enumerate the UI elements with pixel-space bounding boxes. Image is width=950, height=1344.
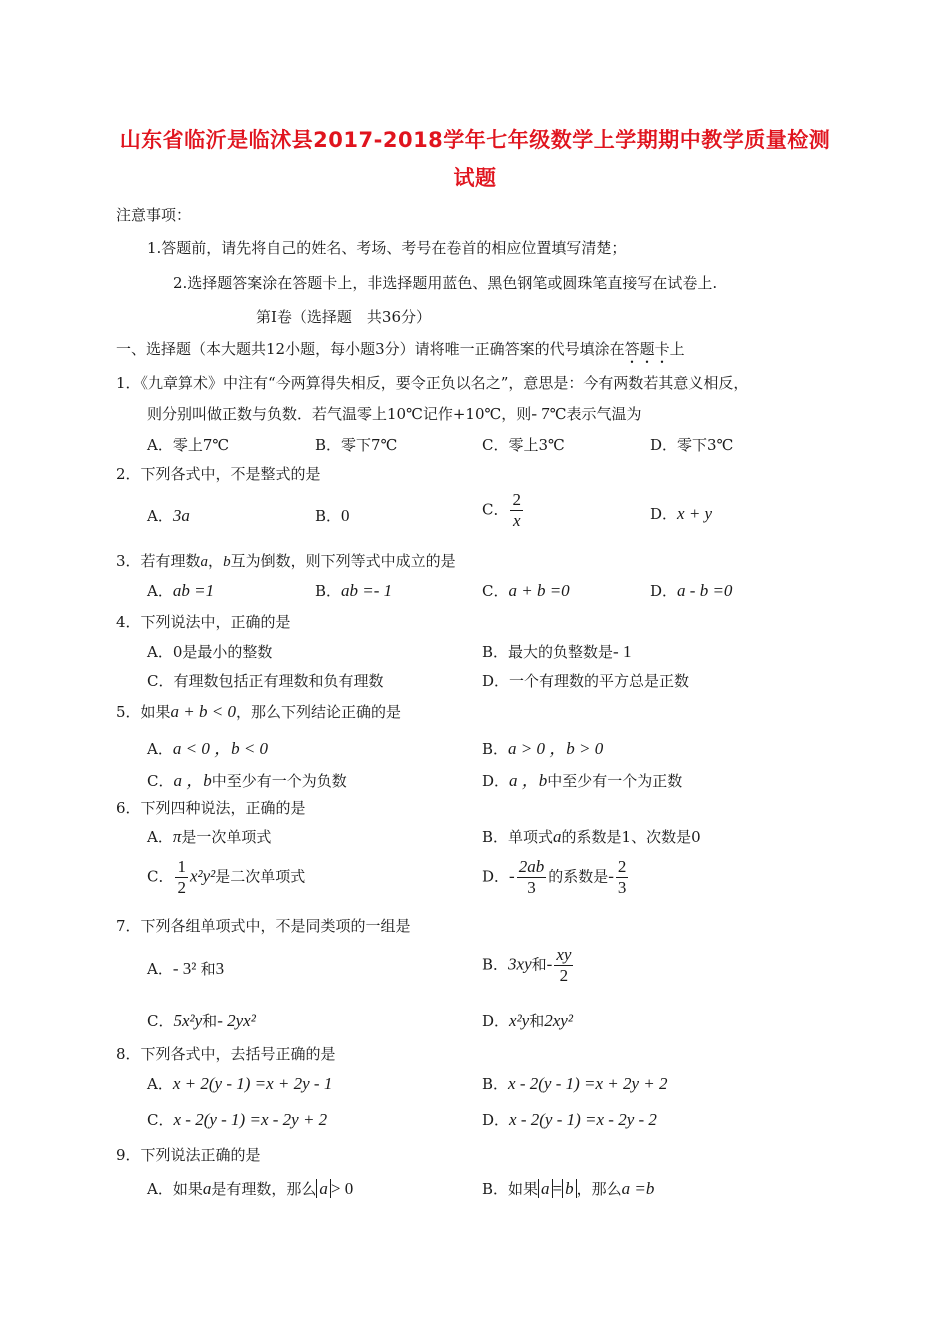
q8-option-b-expr: x - 2(y - 1) =x + 2y + 2	[508, 1074, 668, 1093]
q3-option-c	[482, 580, 570, 601]
q7-option-b-neg: -	[546, 954, 553, 974]
q7-option-c	[147, 1010, 256, 1031]
q6-option-d-fraction2	[616, 857, 629, 898]
q6-option-c-numerator: 1	[177, 857, 186, 876]
q9-option-a-label: A．如果	[147, 1180, 203, 1198]
q2-option-c-numerator: 2	[512, 490, 521, 509]
q5-option-c-label: C．	[147, 772, 174, 790]
q5-option-b	[482, 734, 603, 759]
q7-option-d-and: 和	[529, 1012, 545, 1030]
notice-item-1: 1.答题前，请先将自己的姓名、考场、考号在卷首的相应位置填写清楚；	[147, 239, 627, 257]
q6-option-d-denominator2: 3	[617, 878, 627, 897]
q7-option-b-fraction	[554, 945, 573, 986]
q3-option-d-label: D．	[650, 582, 678, 600]
q2-option-c-label: C．	[482, 500, 509, 519]
q9-option-b-end: a =b	[621, 1179, 655, 1198]
q3-var-a: a	[200, 554, 209, 570]
q6-option-d-neg2: -	[608, 866, 614, 886]
q8-option-c-label: C．	[147, 1111, 174, 1129]
q5-option-c-text: 中至少有一个为负数	[211, 772, 347, 790]
question-6-stem: 6．下列四种说法，正确的是	[116, 799, 306, 817]
q9-option-b	[482, 1178, 654, 1199]
q4-option-b-value: - 1	[613, 642, 632, 661]
question-2-stem: 2．下列各式中，不是整式的是	[116, 465, 321, 483]
q2-option-d-expr: x + y	[677, 504, 713, 523]
q3-var-b: b	[223, 554, 231, 570]
part-heading: 第Ⅰ卷（选择题 共36分）	[256, 308, 432, 326]
q2-option-c-fraction	[510, 490, 523, 531]
q3-option-d-expr: a - b =0	[677, 581, 733, 600]
q6-option-a	[147, 826, 271, 847]
q9-option-a	[147, 1178, 353, 1199]
q6-option-d-denominator: 3	[527, 878, 536, 897]
q6-option-c-label: C．	[147, 867, 174, 886]
q9-option-a-mid: 是有理数，那么	[211, 1180, 317, 1198]
q1-option-b: B．零下7℃	[315, 436, 398, 454]
q7-option-c-and: 和	[202, 1012, 218, 1030]
q1-option-d: D．零下3℃	[650, 436, 734, 454]
q7-option-d	[482, 1010, 573, 1031]
q4-option-b	[482, 641, 631, 662]
q3-stem-end: 互为倒数，则下列等式中成立的是	[230, 552, 456, 570]
q9-option-a-var: a	[202, 1179, 212, 1198]
q6-option-b-text: 的系数是1、次数是0	[561, 828, 701, 846]
q6-option-b-var: a	[553, 827, 562, 846]
q7-option-c-label: C．	[147, 1012, 174, 1030]
q2-option-d	[650, 503, 712, 524]
q9-option-b-mid: ，那么	[576, 1180, 622, 1198]
q5-option-b-expr: a > 0 ，b > 0	[508, 739, 604, 758]
q2-option-b-label: B．	[315, 507, 342, 525]
q3-option-c-label: C．	[482, 582, 509, 600]
q7-option-b-label: B．	[482, 955, 509, 974]
question-1-stem-line1: 1．《九章算术》中注有“今两算得失相反，要令正负以名之”，意思是：今有两数若其意义相反，	[116, 374, 749, 392]
q2-option-c	[482, 490, 525, 531]
q3-option-b	[315, 580, 392, 601]
q7-option-c-expr2: - 2yx²	[217, 1011, 256, 1030]
q2-option-c-denominator: x	[512, 511, 521, 530]
q6-option-c	[147, 857, 305, 898]
exam-title-line1: 山东省临沂是临沭县2017-2018学年七年级数学上学期期中教学质量检测	[119, 128, 831, 152]
q3-option-d	[650, 580, 732, 601]
q1-temperature-value: - 7	[531, 404, 550, 423]
q6-option-a-text: 是一次单项式	[181, 828, 272, 846]
q6-option-b	[482, 826, 701, 847]
q8-option-d-label: D．	[482, 1111, 510, 1129]
q6-option-c-fraction	[175, 857, 188, 898]
q8-option-c-expr: x - 2(y - 1) =x - 2y + 2	[173, 1110, 328, 1129]
q1-line2-text: 则分别叫做正数与负数．若气温零上10℃记作+10℃，则	[147, 405, 532, 423]
q7-option-b-denominator: 2	[559, 966, 569, 985]
q5-option-a-label: A．	[147, 740, 173, 758]
q2-option-a	[147, 505, 190, 526]
q6-option-d-label: D．	[482, 867, 510, 886]
q5-option-d-vars: a ，b	[509, 771, 548, 790]
q6-option-c-expr: x²y²	[189, 866, 216, 886]
q7-option-b-expr: 3xy	[508, 954, 532, 974]
q7-option-a-expr: - 3²	[172, 959, 201, 978]
q7-option-a-label: A．	[147, 960, 173, 978]
q6-option-c-text: 是二次单项式	[215, 867, 306, 886]
section-heading	[116, 338, 685, 367]
q5-option-b-label: B．	[482, 740, 509, 758]
q7-option-d-expr: x²y	[509, 1011, 530, 1030]
q7-option-b-and: 和	[531, 955, 547, 974]
q3-option-c-expr: a + b =0	[508, 581, 570, 600]
q6-option-b-label: B．单项式	[482, 828, 554, 846]
q6-option-a-pi: π	[172, 827, 182, 846]
section-heading-suffix: 上	[669, 340, 685, 358]
q7-option-d-expr2: 2xy²	[544, 1011, 573, 1030]
q6-option-d-numerator: 2ab	[518, 857, 545, 876]
q5-option-d-label: D．	[482, 772, 510, 790]
q7-option-b	[482, 945, 575, 986]
section-heading-prefix: 一、选择题（本大题共12小题，每小题3分）请将唯一正确答案的代号填涂在	[116, 340, 625, 358]
q4-option-c: C．有理数包括正有理数和负有理数	[147, 672, 384, 690]
q6-option-a-label: A．	[147, 828, 173, 846]
question-1-stem-line2	[147, 403, 642, 424]
q9-option-a-abs: a	[316, 1179, 331, 1198]
q6-option-d-neg: -	[509, 866, 515, 886]
q8-option-a-label: A．	[147, 1075, 173, 1093]
q8-option-d-expr: x - 2(y - 1) =x - 2y - 2	[509, 1110, 657, 1129]
q5-stem-start: 5．如果	[116, 703, 171, 721]
section-heading-emphasis: 答题卡	[624, 340, 670, 358]
q5-option-d-text: 中至少有一个为正数	[547, 772, 683, 790]
question-8-stem: 8．下列各式中，去括号正确的是	[116, 1045, 336, 1063]
q7-option-a-and: 和	[200, 960, 216, 978]
q6-option-c-denominator: 2	[177, 878, 186, 897]
q2-option-a-label: A．	[147, 507, 173, 525]
q1-line2-end: ℃表示气温为	[549, 405, 642, 423]
question-9-stem: 9．下列说法正确的是	[116, 1146, 261, 1164]
q1-option-a: A．零上7℃	[147, 436, 230, 454]
q3-option-b-expr: ab =- 1	[341, 581, 393, 600]
q7-option-a	[147, 958, 224, 979]
question-4-stem: 4．下列说法中，正确的是	[116, 613, 291, 631]
q2-option-d-label: D．	[650, 505, 678, 523]
q9-option-b-abs2: b	[562, 1179, 577, 1198]
q9-option-b-eq: =	[552, 1179, 563, 1198]
q2-option-b-expr: 0	[341, 506, 350, 525]
q4-option-d: D．一个有理数的平方总是正数	[482, 672, 690, 690]
q7-option-d-label: D．	[482, 1012, 510, 1030]
q7-option-b-numerator: xy	[556, 945, 572, 964]
q3-option-a-label: A．	[147, 582, 173, 600]
q5-option-a	[147, 734, 268, 759]
q3-stem-sep: ，	[208, 552, 224, 570]
q6-option-d-text: 的系数是	[548, 867, 609, 886]
q5-stem-expr: a + b < 0	[170, 702, 236, 721]
q7-option-c-expr: 5x²y	[173, 1011, 203, 1030]
q2-option-a-expr: 3a	[172, 506, 190, 525]
q6-option-d	[482, 857, 630, 898]
q3-stem-start: 3．若有理数	[116, 552, 201, 570]
q8-option-b	[482, 1073, 668, 1094]
q3-option-a-expr: ab =1	[172, 581, 215, 600]
notice-heading: 注意事项：	[116, 206, 192, 224]
q5-option-c	[147, 766, 347, 791]
q8-option-b-label: B．	[482, 1075, 509, 1093]
q4-option-a: A．0是最小的整数	[147, 643, 273, 661]
exam-title-line2: 试题	[453, 166, 497, 190]
q3-option-a	[147, 580, 214, 601]
q6-option-d-numerator2: 2	[617, 857, 627, 876]
q9-option-b-abs1: a	[538, 1179, 553, 1198]
q9-option-a-end: > 0	[330, 1179, 354, 1198]
question-7-stem: 7．下列各组单项式中，不是同类项的一组是	[116, 917, 411, 935]
q8-option-a	[147, 1073, 332, 1094]
q4-option-b-text: B．最大的负整数是	[482, 643, 614, 661]
q5-option-c-vars: a ，b	[173, 771, 212, 790]
q1-option-c: C．零上3℃	[482, 436, 565, 454]
q5-option-d	[482, 766, 682, 791]
q5-option-a-expr: a < 0 ，b < 0	[172, 739, 269, 758]
q2-option-b	[315, 505, 350, 526]
q8-option-c	[147, 1109, 327, 1130]
question-5-stem	[116, 701, 401, 722]
question-3-stem	[116, 550, 456, 571]
q7-option-a-expr2: 3	[215, 959, 225, 978]
notice-item-2: 2.选择题答案涂在答题卡上，非选择题用蓝色、黑色钢笔或圆珠笔直接写在试卷上.	[173, 274, 718, 292]
q5-stem-end: ，那么下列结论正确的是	[236, 703, 402, 721]
q3-option-b-label: B．	[315, 582, 342, 600]
q9-option-b-label: B．如果	[482, 1180, 539, 1198]
q6-option-d-fraction	[517, 857, 547, 898]
q8-option-d	[482, 1109, 657, 1130]
q8-option-a-expr: x + 2(y - 1) =x + 2y - 1	[172, 1074, 333, 1093]
